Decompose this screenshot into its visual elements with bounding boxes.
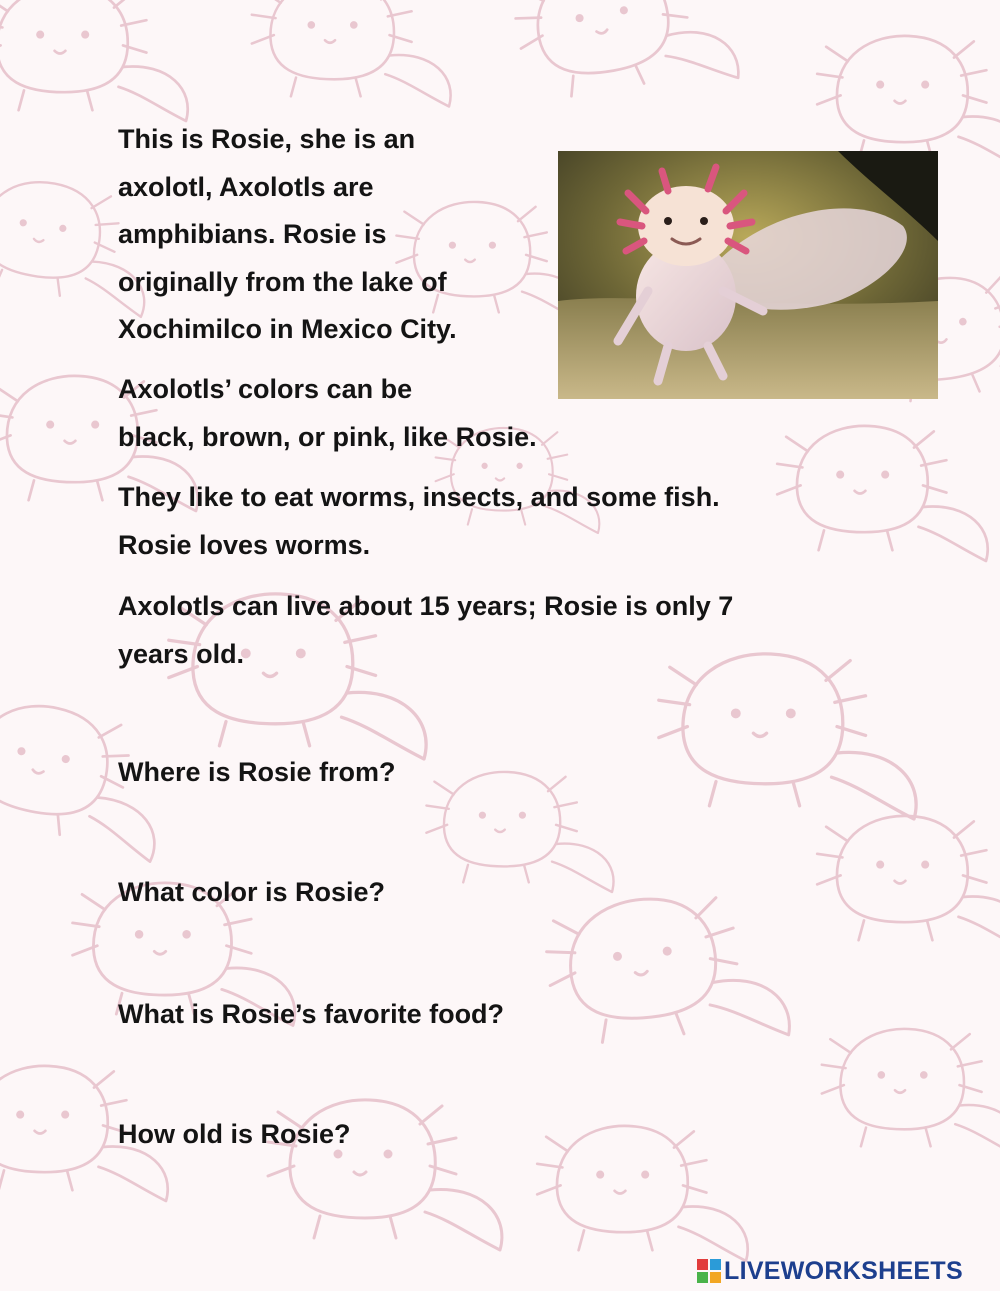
question-color: What color is Rosie? (118, 877, 386, 907)
intro-paragraph: This is Rosie, she is an axolotl, Axolotls are amphibians. Rosie is originally from the lake of Xochimilco in Mexico City. (118, 124, 457, 344)
brand-name: LIVEWORKSHEETS (724, 1256, 963, 1285)
colors-paragraph: Axolotls’ colors can be black, brown, or pink, like Rosie. (118, 374, 537, 452)
question-age: How old is Rosie? (118, 1119, 351, 1149)
question-origin: Where is Rosie from? (118, 757, 396, 787)
question-food: What is Rosie’s favorite food? (118, 999, 505, 1029)
lifespan-paragraph: Axolotls can live about 15 years; Rosie is only 7 years old. (118, 591, 734, 669)
liveworksheets-logo-icon (697, 1259, 721, 1283)
axolotl-photo (558, 151, 938, 399)
liveworksheets-brand (697, 1254, 963, 1288)
diet-paragraph: They like to eat worms, insects, and some fish. Rosie loves worms. (118, 482, 720, 560)
